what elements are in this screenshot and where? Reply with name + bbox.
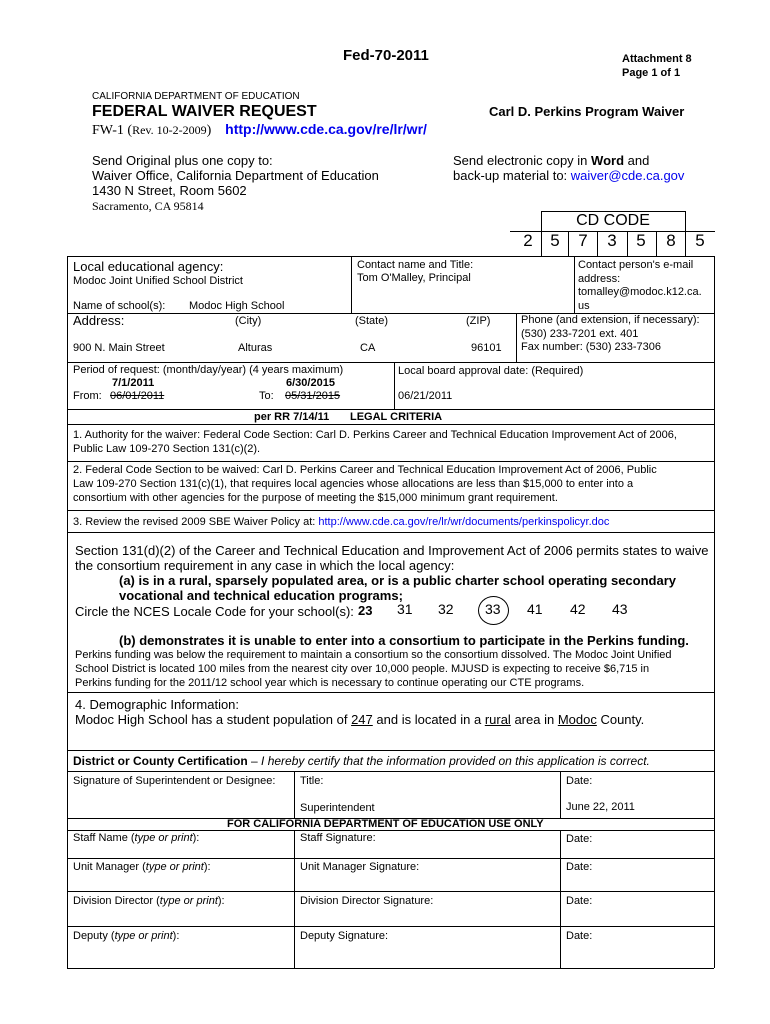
title-value: Superintendent xyxy=(300,802,375,814)
board-approval-date: 06/21/2011 xyxy=(398,390,453,402)
staff-name-text: Staff Name ( xyxy=(73,832,135,844)
locale-code: 43 xyxy=(612,601,628,617)
form-rev-suffix: ) xyxy=(206,123,212,138)
email-block xyxy=(578,259,702,313)
certification-line xyxy=(73,754,650,768)
close-paren: ): xyxy=(203,861,211,873)
deputy-text: Deputy ( xyxy=(73,930,115,942)
page-title: FEDERAL WAIVER REQUEST xyxy=(92,103,317,120)
demographic-heading: 4. Demographic Information: xyxy=(75,697,240,712)
locale-code: 32 xyxy=(438,601,454,617)
division-director-signature-label: Division Director Signature: xyxy=(300,895,434,907)
period-label: Period of request: (month/day/year) (4 years maximum) xyxy=(73,364,344,376)
city-value: Alturas xyxy=(238,342,273,354)
staff-name-label xyxy=(73,832,199,844)
close-paren: ): xyxy=(172,930,180,942)
send-electronic-block xyxy=(453,153,684,183)
locale-code: 31 xyxy=(397,601,413,617)
fax-value: Fax number: (530) 233-7306 xyxy=(521,341,662,353)
form-revision xyxy=(92,121,427,139)
cd-code-digit: 8 xyxy=(666,231,676,250)
close-paren: ): xyxy=(217,895,225,907)
contact-name: Tom O'Malley, Principal xyxy=(357,272,471,284)
city-label: (City) xyxy=(235,315,262,327)
attachment-label: Attachment 8 xyxy=(622,53,692,65)
title-label: Title: xyxy=(300,775,324,787)
deputy-date-label: Date: xyxy=(566,930,593,942)
legal-item-2-line: Law 109-270 Section 131(c)(1), that requires local agencies whose allocations are less than $15,000 to enter into a xyxy=(73,478,634,490)
send-electronic-line xyxy=(453,153,684,168)
phone-block xyxy=(521,314,700,355)
criteria-b-line: School District is located 100 miles from the nearest city over 10,000 people. MJUSD is expecting to receive $6,715 in xyxy=(75,663,650,675)
address-label: Address: xyxy=(73,313,125,328)
county-name: Modoc xyxy=(557,712,597,727)
legal-item-1 xyxy=(73,428,677,456)
unit-manager-label xyxy=(73,861,211,873)
period-to-label: To: xyxy=(259,390,274,402)
section-131-line: Section 131(d)(2) of the Career and Technical Education and Improvement Act of 2006 permits states to waive xyxy=(75,543,709,558)
phone-value: (530) 233-7201 ext. 401 xyxy=(521,327,639,340)
type-or-print: type or print xyxy=(145,861,204,873)
send-electronic-suffix: and xyxy=(624,153,650,168)
type-or-print: type or print xyxy=(134,832,193,844)
criteria-a-line: vocational and technical education programs; xyxy=(119,588,403,603)
demographic-text xyxy=(75,712,644,727)
send-electronic-word: Word xyxy=(591,153,625,168)
period-to-old: 05/31/2015 xyxy=(285,390,341,402)
demographic-text-2: and is located in a xyxy=(372,712,485,727)
locale-code: 42 xyxy=(570,601,586,617)
demographic-text-4: County. xyxy=(596,712,645,727)
page-number: Page 1 of 1 xyxy=(622,67,681,79)
student-population: 247 xyxy=(351,712,373,727)
school-name: Modoc High School xyxy=(189,300,285,312)
locale-code: 23 xyxy=(358,603,373,618)
criteria-a-line: (a) is in a rural, sparsely populated area, or is a public charter school operating secondary xyxy=(119,573,677,588)
cert-date-label: Date: xyxy=(566,775,593,787)
certification-heading: District or County Certification xyxy=(73,754,248,768)
backup-prefix: back-up material to: xyxy=(453,168,571,183)
section-131-intro xyxy=(75,543,709,573)
circle-locale-label: Circle the NCES Locale Code for your school(s): xyxy=(75,604,354,619)
send-electronic-prefix: Send electronic copy in xyxy=(453,153,592,168)
cde-use-heading: FOR CALIFORNIA DEPARTMENT OF EDUCATION USE ONLY xyxy=(227,818,544,830)
phone-label: Phone (and extension, if necessary): xyxy=(521,314,700,326)
state-value: CA xyxy=(360,342,376,354)
form-id: Fed-70-2011 xyxy=(343,47,429,64)
department-name: CALIFORNIA DEPARTMENT OF EDUCATION xyxy=(92,91,300,102)
legal-item-2-line: consortium with other agencies for the purpose of meeting the $15,000 minimum grant requirement. xyxy=(73,492,558,504)
schools-label: Name of school(s): xyxy=(73,300,166,312)
cd-code-digit: 5 xyxy=(636,231,646,250)
certification-statement: I hereby certify that the information provided on this application is correct. xyxy=(261,754,650,768)
legal-item-3-prefix: 3. Review the revised 2009 SBE Waiver Policy at: xyxy=(73,516,319,528)
program-name: Carl D. Perkins Program Waiver xyxy=(489,104,685,119)
certification-dash: – xyxy=(247,754,262,768)
waiver-email-link[interactable]: waiver@cde.ca.gov xyxy=(570,168,685,183)
unit-manager-date-label: Date: xyxy=(566,861,593,873)
send-original-line1: Send Original plus one copy to: xyxy=(92,153,273,168)
criteria-b-heading: (b) demonstrates it is unable to enter into a consortium to participate in the Perkins funding. xyxy=(119,633,689,648)
per-rr-note: per RR 7/14/11 xyxy=(254,411,330,423)
section-131-line: the consortium requirement in any case in which the local agency: xyxy=(75,558,455,573)
form-rev-prefix: FW-1 ( xyxy=(92,123,133,138)
type-or-print: type or print xyxy=(114,930,173,942)
email-value-2: us xyxy=(578,299,590,312)
division-director-label xyxy=(73,895,225,907)
staff-signature-label: Staff Signature: xyxy=(300,832,376,844)
lea-label: Local educational agency: xyxy=(73,259,224,274)
contact-label: Contact name and Title: xyxy=(357,259,474,271)
backup-line xyxy=(453,168,684,183)
email-value-1: tomalley@modoc.k12.ca. xyxy=(578,286,702,298)
lea-name: Modoc Joint Unified School District xyxy=(73,275,243,287)
send-original-line2: Waiver Office, California Department of Education xyxy=(92,168,379,183)
period-to-new: 6/30/2015 xyxy=(286,377,335,389)
legal-item-3 xyxy=(73,516,609,528)
board-approval-label: Local board approval date: (Required) xyxy=(398,365,584,377)
deputy-label xyxy=(73,930,179,942)
close-paren: ): xyxy=(192,832,200,844)
cd-code-digit: 2 xyxy=(523,231,533,250)
period-from-old: 06/01/2011 xyxy=(110,390,165,402)
area-type: rural xyxy=(484,712,511,727)
criteria-a xyxy=(119,573,676,603)
period-from-label: From: xyxy=(73,390,102,402)
type-or-print: type or print xyxy=(159,895,218,907)
period-from-new: 7/1/2011 xyxy=(112,377,155,389)
cert-date-value: June 22, 2011 xyxy=(566,801,635,813)
cd-code-label: CD CODE xyxy=(576,212,650,229)
form-rev-date: Rev. 10-2-2009 xyxy=(132,123,207,137)
cd-code-digit: 5 xyxy=(550,231,560,250)
policy-url-link[interactable]: http://www.cde.ca.gov/re/lr/wr/documents/perkinspolicyr.doc xyxy=(318,516,610,528)
cd-code-digit: 3 xyxy=(607,231,617,250)
send-original-line4: Sacramento, CA 95814 xyxy=(92,199,204,213)
legal-item-2-line: 2. Federal Code Section to be waived: Carl D. Perkins Career and Technical Education Improvement Act of 2006, Public xyxy=(73,464,657,476)
zip-label: (ZIP) xyxy=(466,315,491,327)
criteria-b-line: Perkins funding for the 2011/12 school year which is necessary to continue operating our CTE programs. xyxy=(75,677,585,689)
unit-manager-text: Unit Manager ( xyxy=(73,861,146,873)
locale-code-circled: 33 xyxy=(485,601,501,617)
division-director-date-label: Date: xyxy=(566,895,593,907)
zip-value: 96101 xyxy=(471,342,502,354)
division-director-text: Division Director ( xyxy=(73,895,160,907)
cd-code-digit: 5 xyxy=(695,231,705,250)
waiver-url-link[interactable]: http://www.cde.ca.gov/re/lr/wr/ xyxy=(225,121,427,137)
legal-item-1-line: Public Law 109-270 Section 131(c)(2). xyxy=(73,443,261,455)
demographic-text-3: area in xyxy=(510,712,558,727)
legal-item-1-line: 1. Authority for the waiver: Federal Code Section: Carl D. Perkins Career and Technical Education Improvement Act of 2006, xyxy=(73,429,677,441)
cd-code-digit: 7 xyxy=(578,231,588,250)
send-original-line3: 1430 N Street, Room 5602 xyxy=(92,183,247,198)
staff-date-label: Date: xyxy=(566,833,593,845)
state-label: (State) xyxy=(355,315,389,327)
locale-circle xyxy=(478,596,509,625)
email-label-1: Contact person's e-mail xyxy=(578,259,694,271)
send-original-block xyxy=(92,153,379,214)
deputy-signature-label: Deputy Signature: xyxy=(300,930,389,942)
criteria-b-text xyxy=(75,648,672,690)
demographic-text-1: Modoc High School has a student population of xyxy=(75,712,352,727)
street-address: 900 N. Main Street xyxy=(73,342,165,354)
unit-manager-signature-label: Unit Manager Signature: xyxy=(300,861,420,873)
legal-item-2 xyxy=(73,463,657,505)
criteria-b-line: Perkins funding was below the requirement to maintain a consortium so the consortium dissolved. The Modoc Joint Unified xyxy=(75,649,672,661)
locale-code: 41 xyxy=(527,601,543,617)
legal-criteria-heading: LEGAL CRITERIA xyxy=(350,411,443,423)
superintendent-signature-label: Signature of Superintendent or Designee: xyxy=(73,775,276,787)
email-label-2: address: xyxy=(578,272,621,285)
